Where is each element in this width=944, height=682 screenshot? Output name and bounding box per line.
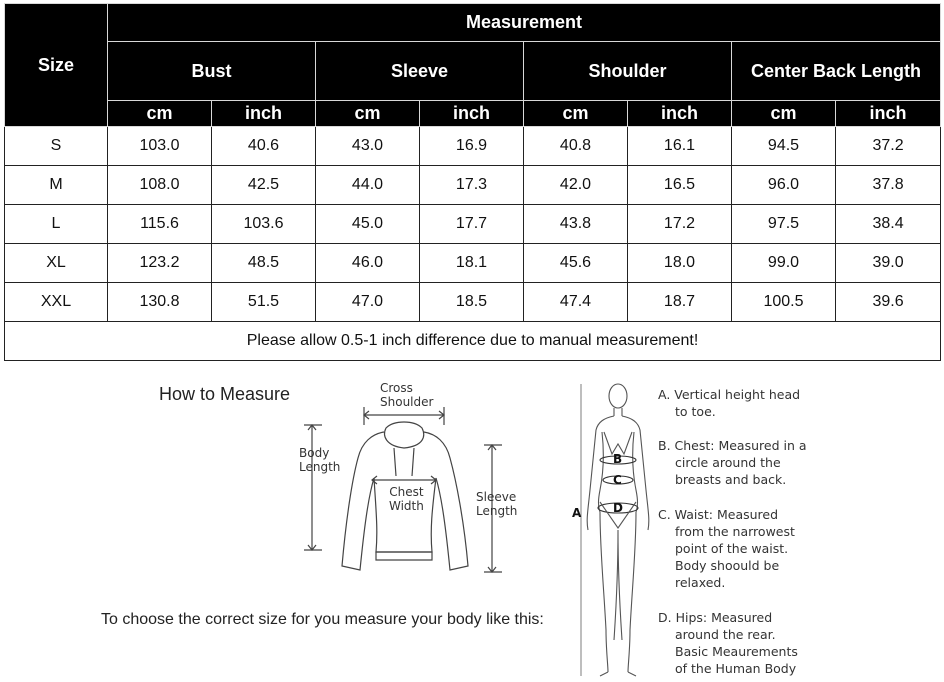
table-cell: 18.0	[628, 244, 732, 283]
label-line: Cross	[380, 381, 413, 395]
table-cell: 38.4	[836, 205, 941, 244]
note-row	[5, 322, 941, 361]
unit-header: inch	[836, 101, 941, 127]
legend-lead: A. Vertical height head	[658, 387, 801, 402]
legend-line: of the Human Body	[675, 661, 797, 676]
unit-header: cm	[108, 101, 212, 127]
figure-letter-a: A	[572, 506, 582, 520]
label-line: Shoulder	[380, 395, 434, 409]
legend-item-a	[658, 386, 800, 420]
table-cell: 37.2	[836, 127, 941, 166]
table-cell: 42.0	[524, 166, 628, 205]
table-cell: 42.5	[212, 166, 316, 205]
table-row	[5, 244, 941, 283]
table-cell: 17.2	[628, 205, 732, 244]
legend-line: Basic Meaurements	[675, 644, 798, 659]
table-cell: 37.8	[836, 166, 941, 205]
table-cell: 47.0	[316, 283, 420, 322]
table-cell: 45.0	[316, 205, 420, 244]
size-cell: S	[5, 127, 108, 166]
table-cell: 103.6	[212, 205, 316, 244]
label-line: Length	[299, 460, 341, 474]
figure-letter-b: B	[613, 452, 623, 466]
sleeve-length-label	[476, 490, 517, 518]
size-cell: XL	[5, 244, 108, 283]
table-cell: 17.7	[420, 205, 524, 244]
table-cell: 18.5	[420, 283, 524, 322]
unit-header: inch	[420, 101, 524, 127]
body-figure-illustration	[578, 380, 658, 680]
table-cell: 47.4	[524, 283, 628, 322]
table-row	[5, 166, 941, 205]
table-cell: 48.5	[212, 244, 316, 283]
figure-letter-d: D	[613, 501, 623, 515]
label-line: Length	[476, 504, 518, 518]
chest-width-label	[389, 485, 424, 513]
table-cell: 44.0	[316, 166, 420, 205]
label-line: Body	[299, 446, 330, 460]
table-cell: 130.8	[108, 283, 212, 322]
size-chart-table	[4, 3, 941, 361]
size-cell: L	[5, 205, 108, 244]
label-line: Chest	[389, 485, 424, 499]
unit-header: cm	[732, 101, 836, 127]
legend-line: relaxed.	[675, 575, 726, 590]
body-length-label	[299, 446, 340, 474]
unit-header: cm	[316, 101, 420, 127]
size-column-header: Size	[5, 4, 108, 127]
table-cell: 51.5	[212, 283, 316, 322]
table-row	[5, 205, 941, 244]
legend-lead: C. Waist: Measured	[658, 507, 779, 522]
legend-line: point of the waist.	[675, 541, 789, 556]
unit-header: inch	[212, 101, 316, 127]
legend-item-c	[658, 506, 795, 591]
center-back-length-header: Center Back Length	[732, 42, 941, 101]
table-cell: 16.9	[420, 127, 524, 166]
garment-illustration	[296, 380, 526, 580]
measurement-note: Please allow 0.5-1 inch difference due to manual measurement!	[5, 322, 941, 361]
size-cell: XXL	[5, 283, 108, 322]
figure-letter-c: C	[613, 473, 622, 487]
legend-line: around the rear.	[675, 627, 776, 642]
legend-item-b	[658, 437, 807, 488]
table-cell: 16.5	[628, 166, 732, 205]
table-cell: 17.3	[420, 166, 524, 205]
table-cell: 103.0	[108, 127, 212, 166]
table-cell: 39.6	[836, 283, 941, 322]
table-row	[5, 283, 941, 322]
legend-lead: B. Chest: Measured in a	[658, 438, 807, 453]
table-cell: 40.6	[212, 127, 316, 166]
table-cell: 96.0	[732, 166, 836, 205]
table-cell: 43.8	[524, 205, 628, 244]
bust-header: Bust	[108, 42, 316, 101]
table-cell: 16.1	[628, 127, 732, 166]
legend-line: circle around the	[675, 455, 781, 470]
legend-line: breasts and back.	[675, 472, 787, 487]
table-cell: 39.0	[836, 244, 941, 283]
table-cell: 45.6	[524, 244, 628, 283]
size-cell: M	[5, 166, 108, 205]
table-cell: 100.5	[732, 283, 836, 322]
label-line: Width	[389, 499, 424, 513]
how-to-measure-title: How to Measure	[159, 384, 291, 404]
table-cell: 108.0	[108, 166, 212, 205]
table-cell: 97.5	[732, 205, 836, 244]
choose-size-instruction: To choose the correct size for you measure your body like this:	[101, 611, 544, 628]
legend-lead: D. Hips: Measured	[658, 610, 773, 625]
table-cell: 115.6	[108, 205, 212, 244]
legend-item-d	[658, 609, 798, 677]
legend-line: Body shoould be	[675, 558, 780, 573]
legend-line: to toe.	[675, 404, 716, 419]
unit-header: cm	[524, 101, 628, 127]
measurement-header: Measurement	[108, 4, 941, 42]
table-cell: 43.0	[316, 127, 420, 166]
legend-line: from the narrowest	[675, 524, 795, 539]
unit-header: inch	[628, 101, 732, 127]
table-cell: 46.0	[316, 244, 420, 283]
table-cell: 18.1	[420, 244, 524, 283]
table-row	[5, 127, 941, 166]
sleeve-header: Sleeve	[316, 42, 524, 101]
table-cell: 40.8	[524, 127, 628, 166]
shoulder-header: Shoulder	[524, 42, 732, 101]
table-cell: 94.5	[732, 127, 836, 166]
table-cell: 18.7	[628, 283, 732, 322]
table-cell: 123.2	[108, 244, 212, 283]
table-cell: 99.0	[732, 244, 836, 283]
cross-shoulder-label	[380, 381, 433, 409]
label-line: Sleeve	[476, 490, 517, 504]
